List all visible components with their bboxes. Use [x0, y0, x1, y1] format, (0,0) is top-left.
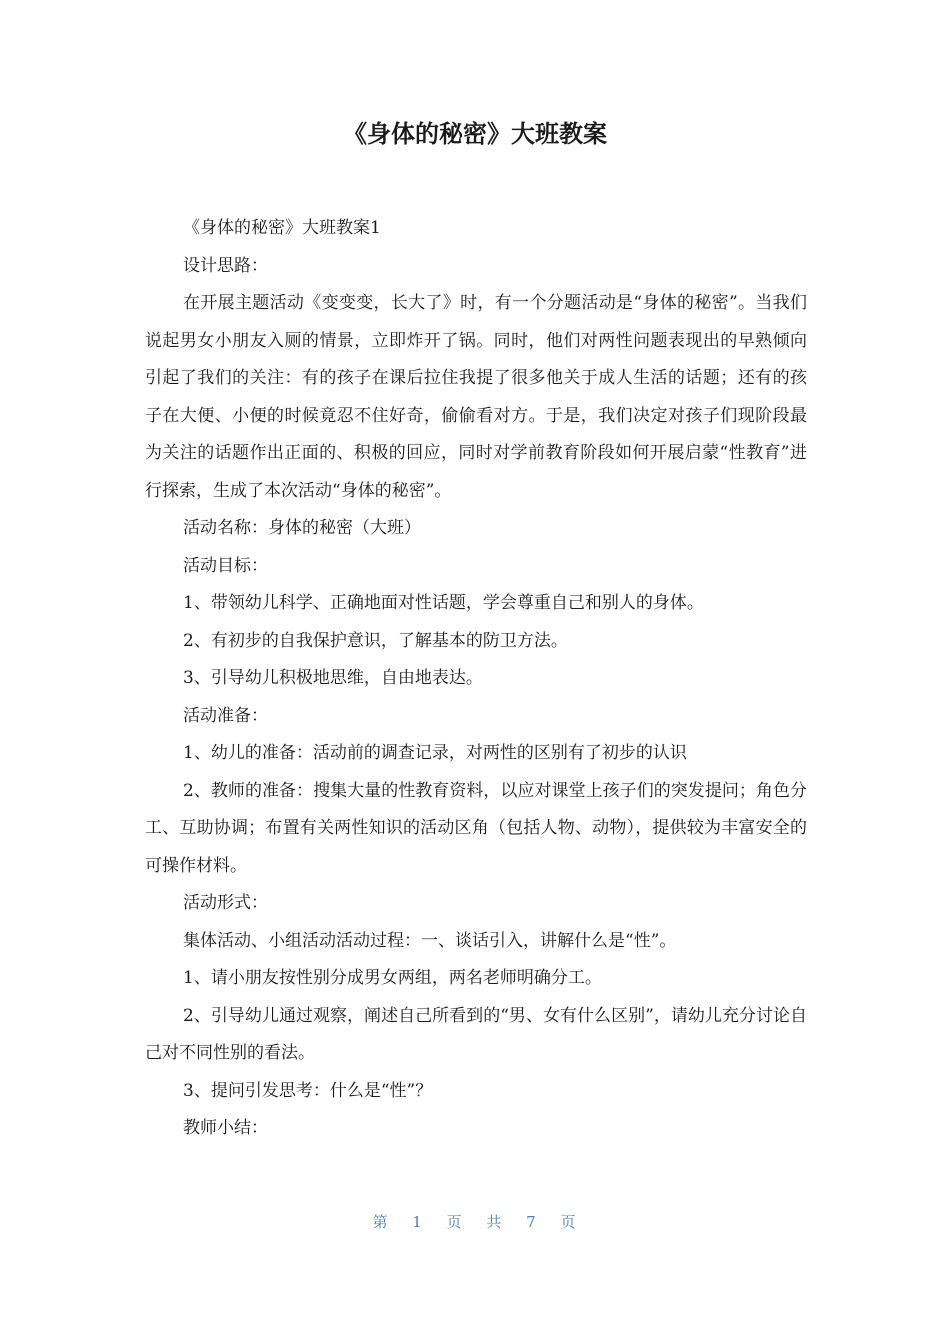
paragraph-label: 设计思路：	[183, 255, 268, 276]
paragraph-label: 活动形式：	[183, 893, 268, 913]
list-item: 2、教师的准备：搜集大量的性教育资料，以应对课堂上孩子们的突发提问；角色分工、互助协调；布置有关两性知识的活动区角（包括人物、动物），提供较为丰富安全的可操作材料。	[145, 780, 807, 876]
paragraph-label: 活动目标：	[183, 555, 268, 576]
paragraph-label: 教师小结：	[183, 1118, 268, 1138]
document-title: 《身体的秘密》大班教案	[343, 120, 607, 148]
list-item: 1、带领幼儿科学、正确地面对性话题，学会尊重自己和别人的身体。	[183, 593, 704, 613]
paragraph: 集体活动、小组活动活动过程：一、谈话引入，讲解什么是“性”。	[183, 930, 677, 951]
paragraph-label: 活动准备：	[183, 705, 268, 726]
list-item: 3、引导幼儿积极地思维，自由地表达。	[183, 668, 483, 688]
paragraph: 活动名称：身体的秘密（大班）	[183, 518, 421, 538]
section-heading: 《身体的秘密》大班教案1	[183, 218, 381, 238]
document-body	[145, 210, 807, 1148]
list-item: 1、请小朋友按性别分成男女两组，两名老师明确分工。	[183, 968, 602, 988]
list-item: 2、引导幼儿通过观察，阐述自己所看到的“男、女有什么区别”，请幼儿充分讨论自己对不同性别的看法。	[145, 1005, 807, 1063]
list-item: 1、幼儿的准备：活动前的调查记录，对两性的区别有了初步的认识	[183, 743, 687, 763]
list-item: 3、提问引发思考：什么是“性”？	[183, 1080, 433, 1101]
page-number: 第 1 页 共 7 页	[372, 1213, 578, 1231]
paragraph: 在开展主题活动《变变变，长大了》时，有一个分题活动是“身体的秘密”。当我们说起男女小朋友入厕的情景，立即炸开了锅。同时，他们对两性问题表现出的早熟倾向引起了我们的关注：有的孩子在课后拉住我提了很多他关于成人生活的话题；还有的孩子在大便、小便的时候竟忍不住好奇，偷偷看对方。于是，我们决定对孩子们现阶段最为关注的话题作出正面的、积极的回应，同时对学前教育阶段如何开展启蒙“性教育”进行探索，生成了本次活动“身体的秘密”。	[145, 293, 807, 501]
list-item: 2、有初步的自我保护意识，了解基本的防卫方法。	[183, 630, 568, 651]
